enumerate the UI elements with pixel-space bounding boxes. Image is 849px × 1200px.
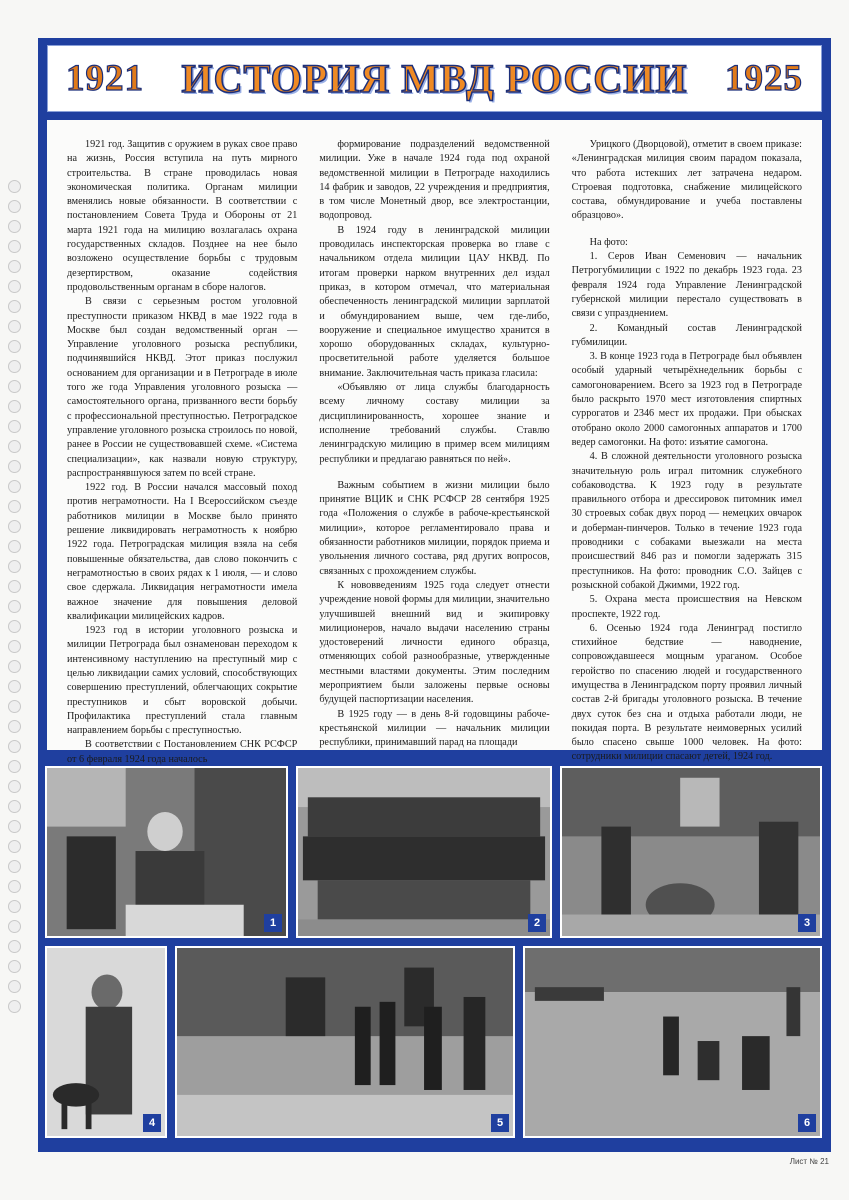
year-start: 1921 bbox=[66, 58, 144, 99]
paragraph: В 1925 году — в день 8-й годовщины рабоче-крестьянской милиции — начальник милиции республики, принимавший парад на площади bbox=[319, 708, 550, 749]
sheet-number: Лист № 21 bbox=[789, 1157, 829, 1166]
binder-hole bbox=[8, 680, 21, 693]
paragraph: формирование подразделений ведомственной милиции. Уже в начале 1924 года под охраной ведомственной милиции в Петрограде находились 14 фабрик и заводов, 22 учреждения и предприятия, в том числе Монетный двор, все электростанции, водопровод. bbox=[319, 139, 550, 222]
paragraph: В связи с серьезным ростом уголовной преступности приказом НКВД в мае 1922 года в Москве был создан ведомственный орган — Управление уголовного розыска республики, подчинявшийся НКВД. Этот приказ послужил основанием для организации и в Петрограде в июле того же года Управления уголовного розыска — самостоятельного органа, призванного вести борьбу с профессиональной преступностью. Петроградское управление уголовного розыска строилось по новой, ранее в России не существовавшей схеме. «Система специализации», как назвали новую структуру, распространявшуюся затем по всей стране. bbox=[67, 296, 298, 479]
binder-hole bbox=[8, 560, 21, 573]
article-text-panel bbox=[47, 120, 822, 765]
photo-number-badge: 1 bbox=[264, 914, 282, 932]
binder-hole bbox=[8, 240, 21, 253]
binder-hole bbox=[8, 200, 21, 213]
photo-1-official-at-desk bbox=[45, 766, 288, 938]
binder-hole bbox=[8, 860, 21, 873]
binder-hole bbox=[8, 460, 21, 473]
photo-6-flood-rescue bbox=[523, 946, 822, 1138]
binder-hole bbox=[8, 820, 21, 833]
binder-hole bbox=[8, 640, 21, 653]
binder-hole bbox=[8, 500, 21, 513]
photo-6-image bbox=[525, 948, 820, 1136]
paragraph: 1921 год. Защитив с оружием в руках свое право на жизнь, Россия вступила на путь мирного строительства. В стране проводилась новая экономическая политика. Органам милиции вменялись новые обязанности. В соответствии с постановлением Совета Труда и Обороны от 21 марта 1921 года на милицию возлагалась охрана государственных складов. Позднее на нее было возложено осуществление борьбы с трудовым дезертирством, оказание содействия продовольственным органам в сборе налогов. bbox=[67, 139, 298, 293]
binder-hole bbox=[8, 1000, 21, 1013]
year-end: 1925 bbox=[725, 58, 803, 99]
binder-hole bbox=[8, 940, 21, 953]
paragraph: 1922 год. В России начался массовый поход против неграмотности. На I Всероссийском съезде работников милиции в Москве было принято решение ликвидировать неграмотность к ноябрю 1922 года. Петроградская милиция взяла на себя повышенные обязательства, дав слово покончить с неграмотностью в своих рядах к 1 июля, — и слово свое сдержала. Ликвидация неграмотности имела важное значение для повышения деловой квалификации милицейских кадров. bbox=[67, 482, 298, 622]
poster-frame bbox=[38, 38, 831, 1152]
header-banner bbox=[47, 45, 822, 112]
paragraph: К нововведениям 1925 года следует отнести учреждение новой формы для милиции, значительно улучшившей внешний вид и экипировку милиционеров, начало выдачи населению страны удостоверений личности единого образца, отменяющих собой разнообразные, утвержденные местными властями документы. Этим последним мероприятием были заложены первые основы будущей паспортизации населения. bbox=[319, 579, 550, 706]
text-column-3 bbox=[571, 138, 802, 763]
paragraph: Важным событием в жизни милиции было принятие ВЦИК и СНК РСФСР 28 сентября 1925 года «Положения о службе в рабоче-крестьянской милиции», которое регламентировало права и обязанности работников милиции, порядок приема и увольнения личного состава, ряд других вопросов, связанных с прохождением службы. bbox=[319, 479, 550, 577]
binder-hole bbox=[8, 900, 21, 913]
text-column-1 bbox=[67, 138, 298, 765]
binder-hole bbox=[8, 700, 21, 713]
binder-hole bbox=[8, 420, 21, 433]
binder-hole bbox=[8, 840, 21, 853]
binder-hole bbox=[8, 760, 21, 773]
binder-hole bbox=[8, 400, 21, 413]
binder-hole bbox=[8, 660, 21, 673]
paragraph: 1923 год в истории уголовного розыска и милиции Петрограда был ознаменован переходом к интенсивному наступлению на преступный мир с целью ликвидации самих условий, способствующих совершению преступлений, облегчающих сокрытие преступников и сбыт воровской добычи. Профилактика преступлений стала главным направлением борьбы с преступностью. bbox=[67, 625, 298, 737]
binder-hole bbox=[8, 320, 21, 333]
binder-hole bbox=[8, 960, 21, 973]
photo-4-image bbox=[47, 948, 165, 1136]
binder-hole bbox=[8, 620, 21, 633]
photo-number-badge: 5 bbox=[491, 1114, 509, 1132]
binder-hole bbox=[8, 520, 21, 533]
photo-4-dog-handler bbox=[45, 946, 167, 1138]
photo-3-image bbox=[562, 768, 820, 936]
photo-caption: 5. Охрана места происшествия на Невском проспекте, 1922 год. bbox=[571, 594, 802, 620]
photo-1-image bbox=[47, 768, 286, 936]
photo-number-badge: 3 bbox=[798, 914, 816, 932]
binder-hole bbox=[8, 800, 21, 813]
binder-hole bbox=[8, 360, 21, 373]
text-column-2 bbox=[319, 138, 550, 749]
binder-holes bbox=[8, 180, 22, 1020]
photo-caption: 3. В конце 1923 года в Петрограде был объявлен особый ударный четырёхнедельник борьбы с самогоноварением. Всего за 1923 год в Петрограде было раскрыто 1970 мест изготовления спиртных суррогатов и 2346 мест их продажи. При обысках отобрано около 2000 самогонных аппаратов и 1700 ведер самогонки. На фото: изъятие самогона. bbox=[571, 351, 802, 448]
binder-hole bbox=[8, 780, 21, 793]
binder-hole bbox=[8, 480, 21, 493]
photo-number-badge: 6 bbox=[798, 1114, 816, 1132]
photo-caption: 2. Командный состав Ленинградской губмилиции. bbox=[571, 322, 802, 348]
paragraph: «Объявляю от лица службы благодарность всему личному составу милиции за дисциплинированность, хорошее знание и исполнение требований службы. Ставлю ленинградскую милицию в пример всем милициям республики и предлагаю равняться по ней». bbox=[319, 382, 550, 465]
binder-hole bbox=[8, 440, 21, 453]
binder-hole bbox=[8, 380, 21, 393]
binder-hole bbox=[8, 220, 21, 233]
photo-2-group-portrait bbox=[296, 766, 552, 938]
binder-hole bbox=[8, 980, 21, 993]
binder-hole bbox=[8, 920, 21, 933]
photo-caption-heading: На фото: bbox=[589, 236, 628, 248]
binder-hole bbox=[8, 340, 21, 353]
binder-hole bbox=[8, 720, 21, 733]
binder-hole bbox=[8, 300, 21, 313]
photo-number-badge: 2 bbox=[528, 914, 546, 932]
photo-caption: 1. Серов Иван Семенович — начальник Петрогубмилиции с 1922 по декабрь 1923 года. 23 февраля 1924 года Управление Ленинградской губернской милиции перестало существовать в связи с упразднением. bbox=[571, 251, 802, 320]
binder-hole bbox=[8, 600, 21, 613]
binder-hole bbox=[8, 880, 21, 893]
binder-hole bbox=[8, 580, 21, 593]
binder-hole bbox=[8, 180, 21, 193]
photo-caption: 4. В сложной деятельности уголовного розыска значительную роль играл питомник служебного собаководства. К 1923 году в результате правильного отбора и дрессировок питомник имел 30 строевых собак двух пород — немецких овчарок и доберман-пинчеров. Только в течение 1923 года проводники с собаками выезжали на места происшествий 846 раз и помогли задержать 315 преступников. На фото: проводник С.О. Зайцев с розыскной собакой Джимми, 1922 год. bbox=[571, 451, 802, 591]
binder-hole bbox=[8, 540, 21, 553]
binder-hole bbox=[8, 260, 21, 273]
photo-caption: 6. Осенью 1924 года Ленинград постигло стихийное бедствие — наводнение, сопровождавшееся мощным ураганом. Особое геройство по спасению людей и государственного имущества в Ленинградском порту проявил личный состав 2-й бригады уголовного розыска. В течение двух суток без сна и отдыха работали люди, не покидая порта. В результате неимоверных усилий было спасено свыше 1000 человек. На фото: сотрудники милиции спасают детей, 1924 год. bbox=[571, 622, 802, 763]
binder-hole bbox=[8, 280, 21, 293]
paragraph: В 1924 году в ленинградской милиции проводилась инспекторская проверка во главе с начальником отдела милиции ЦАУ НКВД. По итогам проверки нарком внутренних дел издал приказ, в котором отмечал, что материальная обеспеченность ленинградской милиции зарплатой и обмундированием выше, чем где-либо, вооружение и специальное имущество хранится в хорошо оборудованных складах, культурно-просветительной работе уделяется большое внимание. Заключительная часть приказа гласила: bbox=[319, 224, 550, 379]
photo-5-image bbox=[177, 948, 513, 1136]
binder-hole bbox=[8, 740, 21, 753]
paragraph: В соответствии с Постановлением СНК РСФСР от 6 февраля 1924 года началось bbox=[67, 739, 298, 765]
photo-5-crime-scene bbox=[175, 946, 515, 1138]
page-title: ИСТОРИЯ МВД РОССИИ bbox=[181, 56, 688, 101]
photo-3-confiscation bbox=[560, 766, 822, 938]
paragraph: Урицкого (Дворцовой), отметит в своем приказе: «Ленинградская милиция своим парадом показала, что работа истекших лет затрачена недаром. Строевая подготовка, снабжение милицейского состава, обмундирование и учеба поставлены образцово». bbox=[571, 139, 802, 222]
photo-number-badge: 4 bbox=[143, 1114, 161, 1132]
photo-2-image bbox=[298, 768, 550, 936]
